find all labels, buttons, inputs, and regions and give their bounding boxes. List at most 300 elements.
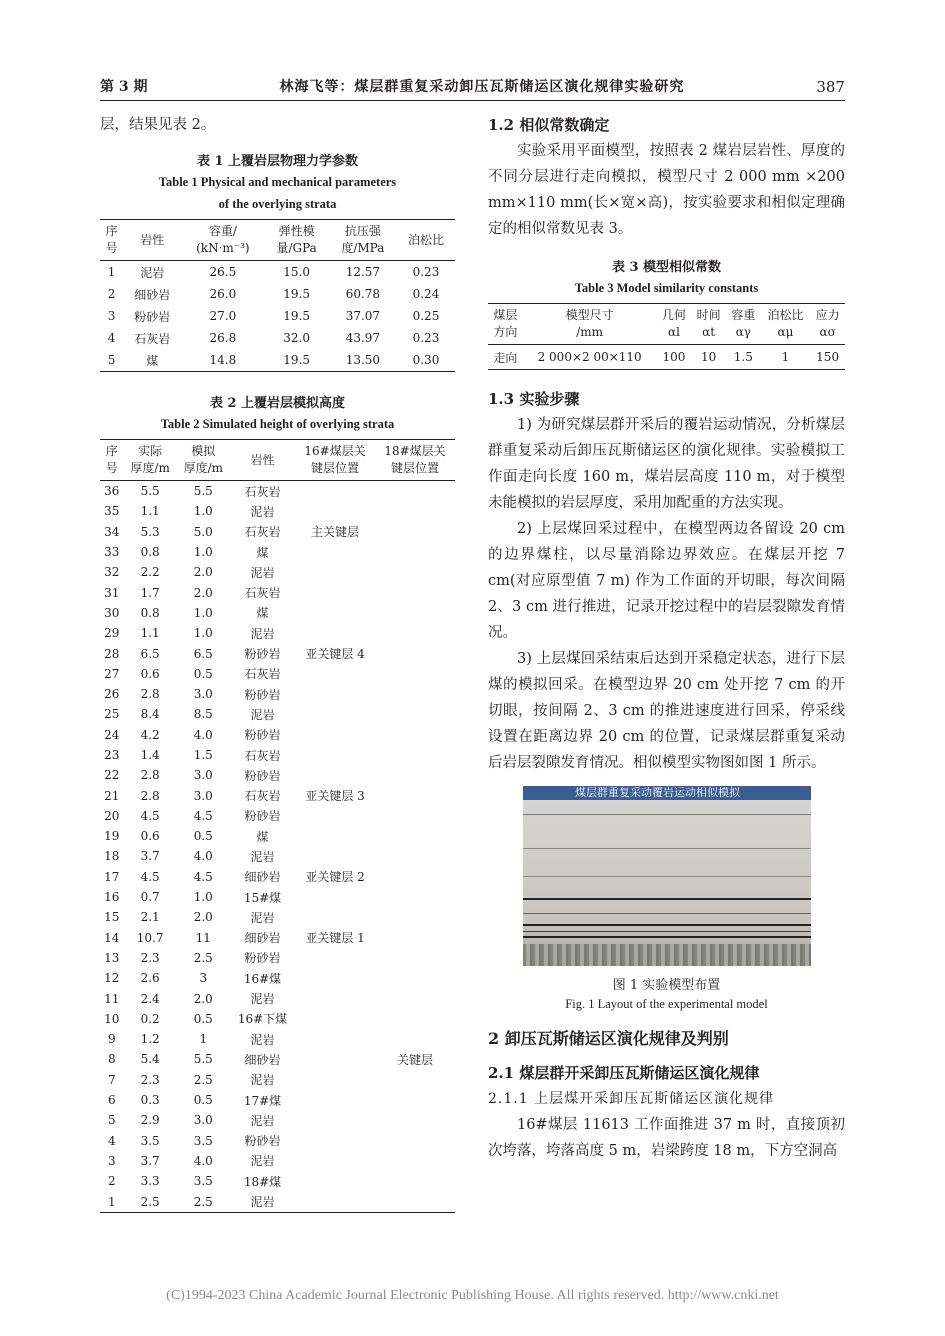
step-2: 2) 上层煤回采过程中，在模型两边各留设 20 cm 的边界煤柱，以尽量消除边界效应。在煤层开挖 7 cm(对应原型值 7 m) 作为工作面的开切眼，每次间隔 2、3 cm 进行推进，记录开挖过程中的岩层裂隙发育情况。 [488, 521, 845, 641]
table-cell [375, 907, 455, 927]
table-cell: 粉砂岩 [244, 951, 281, 966]
table-cell: 泥岩 [250, 707, 275, 722]
table-cell: 泥岩 [250, 992, 275, 1007]
table-cell: 粉砂岩 [244, 1134, 281, 1149]
page-number: 387 [816, 78, 845, 96]
table2-row [100, 501, 455, 521]
table-cell [375, 562, 455, 582]
table2-row [100, 928, 455, 948]
table3-caption-cn: 表 3 模型相似常数 [611, 260, 722, 275]
table-cell: 23 [104, 748, 120, 762]
table-cell: 16#下煤 [237, 1012, 288, 1027]
table-cell: 0.8 [140, 545, 160, 560]
table2-row [100, 542, 455, 562]
table-cell: 4.0 [193, 727, 213, 742]
table-cell: 1.0 [193, 890, 213, 905]
table-cell [295, 806, 375, 826]
table-cell: 粉砂岩 [244, 809, 281, 824]
table-cell [375, 582, 455, 602]
table-cell: 35 [104, 504, 120, 519]
table-cell: 11 [195, 930, 211, 945]
table-cell [375, 1131, 455, 1151]
table-cell [295, 1029, 375, 1049]
table2-row [100, 826, 455, 846]
table2-row [100, 603, 455, 623]
table-cell [295, 481, 375, 502]
table-cell: 1.1 [140, 504, 160, 519]
table2-row [100, 765, 455, 785]
table-cell: 2.0 [193, 910, 213, 925]
column-header: 序 号 [100, 220, 123, 261]
table3 [488, 303, 845, 370]
table2-row [100, 704, 455, 724]
table-cell [375, 522, 455, 542]
table-cell [295, 1110, 375, 1130]
table-cell [375, 725, 455, 745]
table-cell: 8 [107, 1052, 116, 1067]
table-cell: 亚关键层 4 [305, 647, 365, 662]
table-cell [375, 948, 455, 968]
section-2-1-1-paragraph: 16#煤层 11613 工作面推进 37 m 时，直接顶初次垮落，垮落高度 5 m，岩梁跨度 18 m，下方空洞高 [488, 1117, 845, 1159]
table-cell [375, 1090, 455, 1110]
page-header [100, 68, 845, 101]
table-cell: 2.8 [140, 788, 160, 803]
table-cell [295, 704, 375, 724]
figure-banner: 煤层群重复采动覆岩运动相似模拟 [523, 786, 811, 800]
table-cell [375, 664, 455, 684]
table-cell [295, 623, 375, 643]
table-cell: 2.9 [140, 1113, 160, 1128]
table-cell [295, 725, 375, 745]
table-cell: 1.4 [140, 748, 160, 762]
table1-row [100, 327, 455, 349]
table-cell [295, 907, 375, 927]
table-cell: 26.5 [209, 265, 237, 279]
table-cell [375, 1151, 455, 1171]
column-header: 弹性模 量/GPa [265, 220, 329, 261]
table-cell: 14.8 [209, 353, 237, 367]
table-cell: 石灰岩 [244, 586, 281, 601]
table-cell: 2.0 [193, 991, 213, 1006]
running-title: 林海飞等：煤层群重复采动卸压瓦斯储运区演化规律实验研究 [279, 79, 685, 95]
table-cell: 3.5 [193, 1133, 213, 1148]
table-cell [375, 623, 455, 643]
column-header: 几何 αl [657, 304, 692, 345]
table-cell: 2.1 [140, 910, 160, 925]
table-cell [375, 643, 455, 663]
table-cell: 亚关键层 1 [305, 931, 365, 946]
table-cell: 5.5 [140, 484, 160, 499]
section-1-2-heading: 1.2 相似常数确定 [488, 116, 610, 134]
table-cell: 36 [104, 484, 120, 499]
table1-caption-en-2: of the overlying strata [218, 197, 337, 211]
table-cell [375, 704, 455, 724]
table2-row [100, 948, 455, 968]
table-cell: 0.8 [140, 605, 160, 620]
table-cell: 16#煤 [243, 971, 282, 986]
copyright-footer: (C)1994-2023 China Academic Journal Electronic Publishing House. All rights reserved. http://www.cnki.net [166, 1288, 779, 1303]
table2-row [100, 785, 455, 805]
table-cell [375, 745, 455, 765]
table-cell: 1.0 [193, 605, 213, 620]
table-cell [375, 968, 455, 988]
table-cell: 3.7 [140, 849, 160, 864]
table-cell: 27 [104, 666, 120, 681]
column-header: 实际 厚度/m [124, 440, 177, 481]
table-cell [375, 928, 455, 948]
column-header: 泊松比 αμ [761, 304, 811, 345]
table-cell: 3.3 [140, 1174, 160, 1189]
figure-1-caption-cn: 图 1 实验模型布置 [612, 978, 721, 993]
table-cell: 3.0 [193, 1113, 213, 1128]
table-cell [375, 867, 455, 887]
table-cell: 4.5 [193, 869, 213, 884]
table-cell [295, 1191, 375, 1212]
table-cell: 细砂岩 [134, 287, 171, 302]
table-cell: 19 [104, 829, 120, 844]
table-cell [375, 1191, 455, 1212]
table2-row [100, 867, 455, 887]
table-cell: 泥岩 [250, 1113, 275, 1128]
column-header: 18#煤层关 键层位置 [375, 440, 455, 481]
table2-row [100, 968, 455, 988]
table-cell: 6 [107, 1093, 116, 1108]
table-cell: 26.8 [209, 331, 237, 345]
table-cell [375, 603, 455, 623]
table-cell: 细砂岩 [244, 1052, 281, 1067]
table-cell: 细砂岩 [244, 931, 281, 946]
table-cell: 1.0 [193, 545, 213, 560]
table-cell: 25 [104, 707, 120, 722]
column-header: 模拟 厚度/m [177, 440, 230, 481]
table2-caption-en: Table 2 Simulated height of overlying strata [160, 417, 395, 431]
table-cell [295, 501, 375, 521]
table-cell: 1.0 [193, 504, 213, 519]
table2-block [100, 392, 455, 1213]
table2-row [100, 806, 455, 826]
table-cell: 泥岩 [250, 1032, 275, 1047]
table2-row [100, 725, 455, 745]
table-cell: 0.25 [412, 309, 440, 323]
column-header: 岩性 [230, 440, 295, 481]
table-cell [295, 1171, 375, 1191]
table-cell: 0.24 [412, 287, 440, 301]
column-header: 应力 ασ [810, 304, 845, 345]
table-cell: 5 [107, 353, 116, 367]
table-cell: 32.0 [283, 331, 311, 345]
table-cell: 石灰岩 [134, 331, 171, 346]
table-cell: 15#煤 [243, 890, 282, 905]
table-cell: 粉砂岩 [244, 728, 281, 743]
table-cell: 1.1 [140, 626, 160, 641]
table-cell: 14 [104, 930, 120, 945]
table3-row [488, 345, 845, 370]
table-cell: 150 [816, 350, 840, 364]
table-cell: 37.07 [345, 309, 381, 323]
table-cell: 煤 [256, 606, 269, 621]
table-cell: 4.0 [193, 1153, 213, 1168]
table-cell [295, 562, 375, 582]
table-cell: 粉砂岩 [244, 687, 281, 702]
table-cell [375, 826, 455, 846]
table-cell: 细砂岩 [244, 870, 281, 885]
table-cell: 2.8 [140, 768, 160, 783]
table2-row [100, 1191, 455, 1212]
table-cell [375, 887, 455, 907]
table-cell: 0.5 [193, 666, 213, 681]
table-cell: 2.4 [140, 991, 160, 1006]
table-cell: 6.5 [193, 646, 213, 661]
table-cell: 15.0 [283, 265, 311, 279]
table2-row [100, 623, 455, 643]
table-cell [295, 745, 375, 765]
table-cell: 32 [104, 565, 120, 580]
table-cell: 1.5 [733, 350, 753, 364]
table-cell: 10 [701, 350, 717, 364]
step-3: 3) 上层煤回采结束后达到开采稳定状态，进行下层煤的模拟回采。在模型边界 20 cm 处开挖 7 cm 的开切眼，按间隔 2、3 cm 的推进速度进行回采，停采线设置在距离边界 20 cm 的位置，记录煤层群重复采动后岩层裂隙发育情况。相似模型实物图如图 1 所示。 [488, 651, 845, 771]
table1-row [100, 305, 455, 327]
table-cell: 2.0 [193, 585, 213, 600]
table-cell: 20 [104, 808, 120, 823]
table-cell: 19.5 [283, 287, 311, 301]
table-cell [295, 1070, 375, 1090]
table-cell: 1.0 [193, 626, 213, 641]
table-cell: 1 [781, 350, 790, 364]
table-cell: 12 [104, 971, 120, 986]
table-cell: 0.5 [193, 1093, 213, 1108]
table-cell: 7 [107, 1072, 116, 1087]
table-cell: 4.2 [140, 727, 160, 742]
table-cell [375, 765, 455, 785]
right-column [488, 112, 845, 1164]
section-2-heading: 2 卸压瓦斯储运区演化规律及判别 [488, 1029, 729, 1048]
table-cell [295, 1090, 375, 1110]
table-cell: 24 [104, 727, 120, 742]
table-cell [295, 684, 375, 704]
table-cell: 石灰岩 [244, 748, 281, 763]
table2-row [100, 1009, 455, 1029]
table1-caption-en-1: Table 1 Physical and mechanical parameters [158, 175, 397, 189]
section-1-2-paragraph: 实验采用平面模型，按照表 2 煤岩层岩性、厚度的不同分层进行走向模拟，模型尺寸 2 000 mm ×200 mm×110 mm(长×宽×高)，按实验要求和相似定理确定的相似常数见表 3。 [488, 143, 845, 237]
table-cell [375, 806, 455, 826]
table-cell: 泥岩 [250, 849, 275, 864]
table2-row [100, 1029, 455, 1049]
table1-row [100, 283, 455, 305]
table-cell [375, 1029, 455, 1049]
table-cell: 8.5 [193, 707, 213, 722]
table-cell: 2.0 [193, 565, 213, 580]
table-cell: 0.23 [412, 331, 440, 345]
table-cell [295, 1009, 375, 1029]
table2-row [100, 1110, 455, 1130]
table-cell: 3.5 [140, 1133, 160, 1148]
table-cell: 1.5 [193, 748, 213, 762]
table-cell: 4 [107, 331, 116, 345]
table-cell: 4.5 [140, 869, 160, 884]
table-cell [295, 664, 375, 684]
table-cell: 2 [107, 1174, 116, 1189]
table-cell: 5 [107, 1113, 116, 1128]
table2-row [100, 1131, 455, 1151]
table-cell: 26.0 [209, 287, 237, 301]
table-cell: 粉砂岩 [244, 768, 281, 783]
table-cell: 泥岩 [250, 910, 275, 925]
table-cell: 泥岩 [250, 626, 275, 641]
column-header: 容重 αγ [726, 304, 761, 345]
table-cell: 3.0 [193, 788, 213, 803]
table-cell: 0.5 [193, 1011, 213, 1026]
table-cell: 泥岩 [250, 565, 275, 580]
table-cell: 1 [199, 1032, 208, 1047]
figure-1-photo [523, 786, 811, 966]
table-cell: 26 [104, 687, 120, 702]
table-cell: 煤 [256, 545, 269, 560]
column-header: 容重/ (kN·m⁻³) [181, 220, 264, 261]
table-cell [375, 684, 455, 704]
table2-row [100, 481, 455, 502]
table-cell: 13 [104, 950, 120, 965]
table2-row [100, 562, 455, 582]
table2-row [100, 522, 455, 542]
table2-row [100, 582, 455, 602]
table-cell: 1 [107, 265, 116, 279]
section-2-1-heading: 2.1 煤层群开采卸压瓦斯储运区演化规律 [488, 1064, 760, 1082]
table-cell: 泥岩 [250, 1073, 275, 1088]
table-cell: 1 [107, 1194, 116, 1209]
table-cell: 4.5 [193, 808, 213, 823]
table-cell: 泥岩 [250, 504, 275, 519]
table-cell [375, 481, 455, 502]
table1 [100, 219, 455, 372]
table-cell: 11 [104, 991, 120, 1006]
table2-row [100, 1151, 455, 1171]
table-cell: 亚关键层 2 [305, 870, 365, 885]
table2-row [100, 684, 455, 704]
table-cell: 主关键层 [311, 525, 360, 540]
table1-row [100, 349, 455, 372]
table-cell: 关键层 [397, 1052, 434, 1067]
column-header: 时间 αt [691, 304, 726, 345]
table-cell: 走向 [493, 350, 518, 365]
table-cell: 60.78 [345, 287, 381, 301]
table2-row [100, 1049, 455, 1069]
table-cell: 5.5 [193, 484, 213, 499]
table-cell: 17#煤 [243, 1093, 282, 1108]
table-cell: 3 [107, 1153, 116, 1168]
table-cell: 0.7 [140, 890, 160, 905]
table-cell: 30 [104, 605, 120, 620]
table-cell [295, 582, 375, 602]
table-cell: 15 [104, 910, 120, 925]
table-cell: 石灰岩 [244, 484, 281, 499]
table-cell [295, 988, 375, 1008]
table-cell: 5.5 [193, 1052, 213, 1067]
table-cell: 18 [104, 849, 120, 864]
table1-caption-cn: 表 1 上覆岩层物理力学参数 [196, 154, 359, 169]
section-1-3-heading: 1.3 实验步骤 [488, 390, 580, 408]
table-cell [295, 603, 375, 623]
table-cell: 18#煤 [243, 1174, 282, 1189]
table-cell: 煤 [256, 829, 269, 844]
table-cell: 2.5 [140, 1194, 160, 1209]
table-cell: 1.7 [140, 585, 160, 600]
table-cell: 0.5 [193, 829, 213, 844]
table-cell: 0.6 [140, 829, 160, 844]
table2-row [100, 1070, 455, 1090]
column-header: 煤层 方向 [488, 304, 523, 345]
table-cell: 泥岩 [250, 1195, 275, 1210]
table1-row [100, 261, 455, 284]
column-header: 抗压强 度/MPa [329, 220, 397, 261]
table-cell: 3.5 [193, 1174, 213, 1189]
table-cell: 8.4 [140, 707, 160, 722]
column-header: 16#煤层关 键层位置 [295, 440, 375, 481]
table-cell: 石灰岩 [244, 525, 281, 540]
table-cell: 4.5 [140, 808, 160, 823]
table-cell: 3 [107, 309, 116, 323]
table-cell: 粉砂岩 [134, 309, 171, 324]
left-column [100, 112, 455, 1213]
table-cell: 煤 [146, 353, 159, 368]
table-cell [295, 826, 375, 846]
table-cell: 4 [107, 1133, 116, 1148]
table-cell: 石灰岩 [244, 667, 281, 682]
table-cell: 0.23 [412, 265, 440, 279]
table-cell: 31 [104, 585, 120, 600]
table-cell: 0.2 [140, 1011, 160, 1026]
table-cell [375, 501, 455, 521]
table-cell: 17 [104, 869, 120, 884]
table2-row [100, 745, 455, 765]
table2-row [100, 643, 455, 663]
table-cell: 3 [199, 971, 208, 986]
table-cell: 0.6 [140, 666, 160, 681]
column-header: 岩性 [123, 220, 181, 261]
lead-paragraph: 层，结果见表 2。 [100, 117, 216, 133]
table-cell [295, 887, 375, 907]
table2-row [100, 907, 455, 927]
table-cell: 4.0 [193, 849, 213, 864]
column-header: 泊松比 [397, 220, 455, 261]
table-cell [375, 1110, 455, 1130]
table-cell [375, 785, 455, 805]
table-cell: 2.5 [193, 950, 213, 965]
issue-number: 第 3 期 [100, 79, 148, 95]
table-cell [375, 988, 455, 1008]
table-cell: 28 [104, 646, 120, 661]
table-cell [295, 542, 375, 562]
table-cell [375, 1009, 455, 1029]
table-cell: 3.0 [193, 687, 213, 702]
table-cell [295, 765, 375, 785]
table-cell: 石灰岩 [244, 789, 281, 804]
table-cell: 2.8 [140, 687, 160, 702]
table-cell: 5.3 [140, 524, 160, 539]
table-cell [295, 948, 375, 968]
table-cell: 16 [104, 890, 120, 905]
table-cell: 13.50 [345, 353, 381, 367]
section-2-1-1-heading: 2.1.1 上层煤开采卸压瓦斯储运区演化规律 [488, 1091, 775, 1107]
table-cell: 2.6 [140, 971, 160, 986]
table-cell [375, 846, 455, 866]
table-cell [375, 1171, 455, 1191]
step-1: 1) 为研究煤层群开采后的覆岩运动情况，分析煤层群重复采动后卸压瓦斯储运区的演化规律。实验模拟工作面走向长度 160 m，煤岩层高度 110 m，对于模型未能模拟的岩层厚度，采用加配重的方法实现。 [488, 417, 845, 511]
table-cell: 1.2 [140, 1032, 160, 1047]
table-cell: 粉砂岩 [244, 647, 281, 662]
table-cell: 43.97 [345, 331, 381, 345]
table-cell: 33 [104, 545, 120, 560]
table-cell: 9 [107, 1032, 116, 1047]
